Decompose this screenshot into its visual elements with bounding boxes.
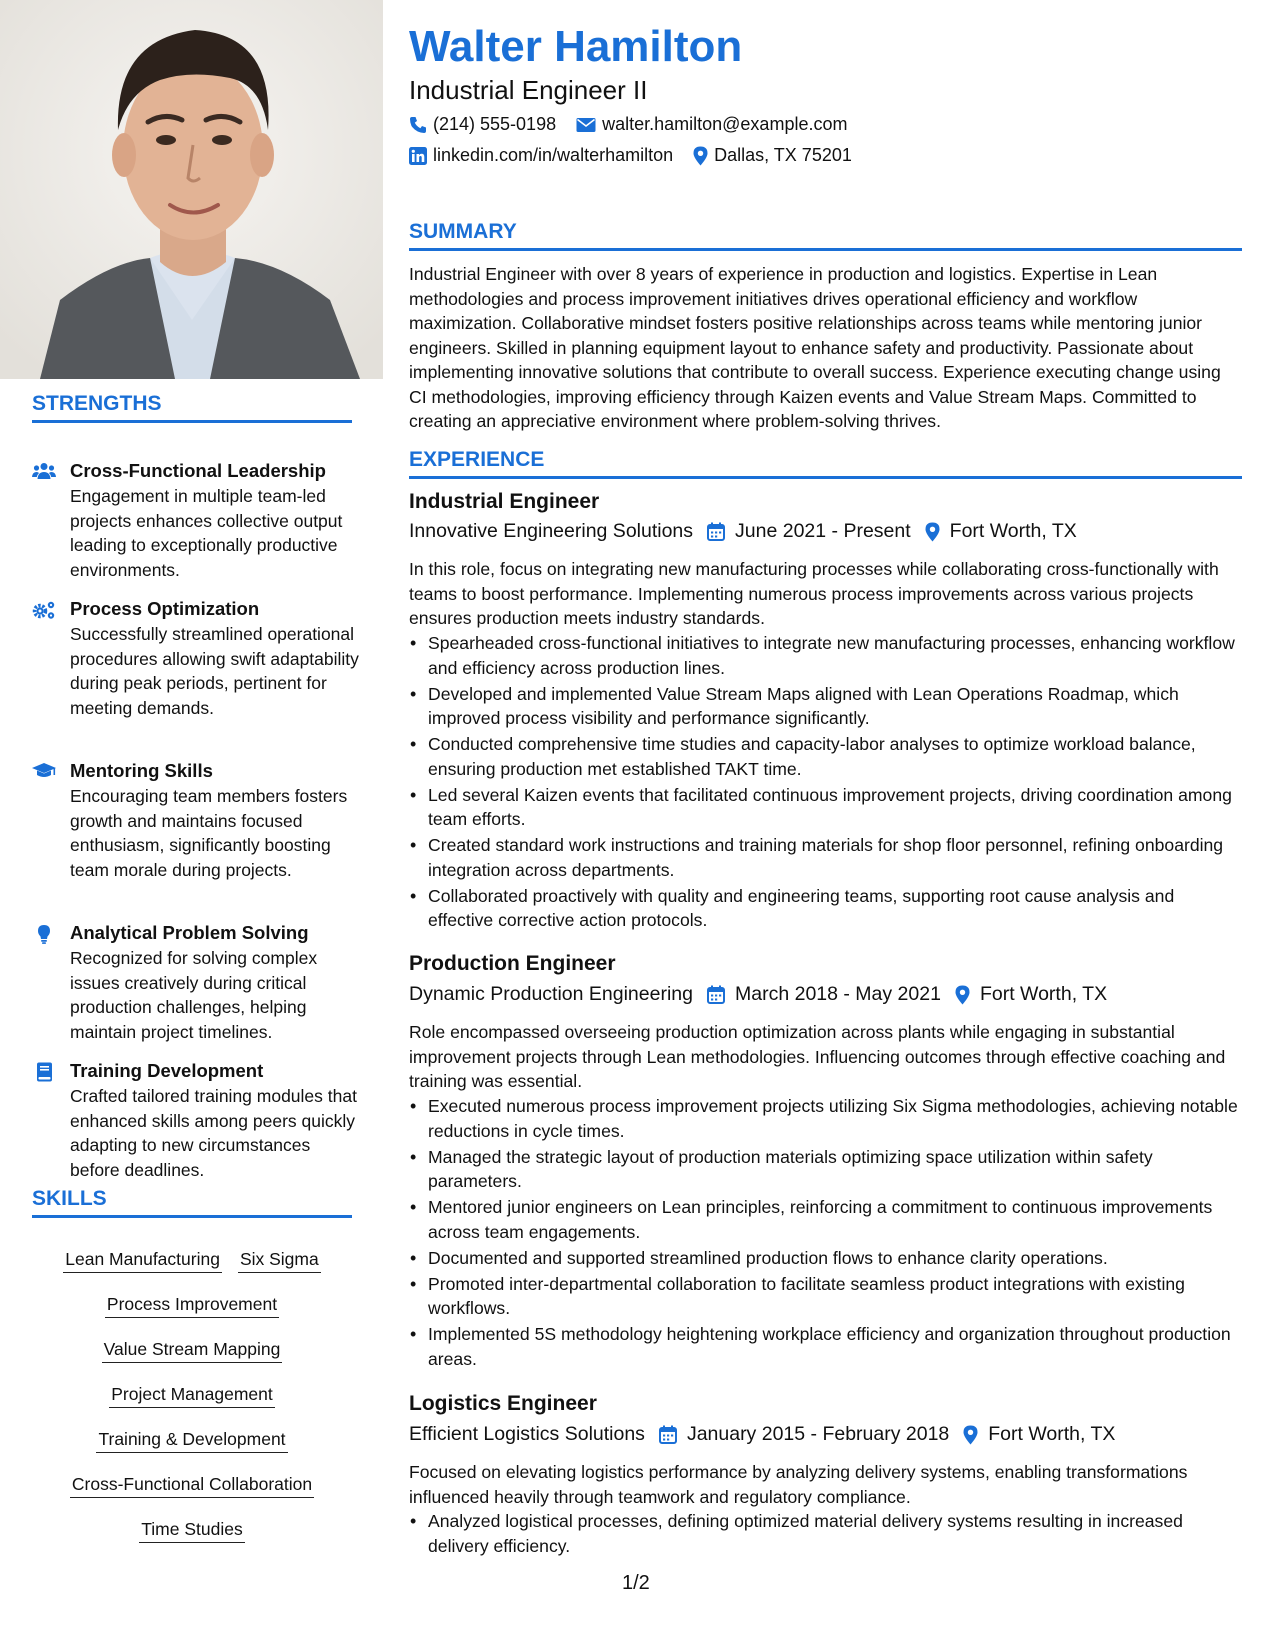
sidebar [0,0,383,1650]
calendar-icon [707,985,725,1004]
job-location-text: Fort Worth, TX [988,1423,1116,1445]
linkedin-icon [409,147,427,165]
skill-tag: Time Studies [139,1518,244,1543]
bullet-item: • Collaborated proactively with quality and engineering teams, supporting root cause analysis and effective corrective action protocols. [409,884,1242,933]
strength-desc: Encouraging team members fosters growth and maintains focused enthusiasm, significantly boosting team morale during projects. [70,786,348,880]
bullet-item: • Implemented 5S methodology heightening workplace efficiency and organization throughout production areas. [409,1322,1242,1371]
job-dates-text: March 2018 - May 2021 [735,983,941,1005]
email-contact[interactable] [576,114,847,135]
strength-title: Process Optimization [70,598,260,619]
skills-heading: SKILLS [32,1187,352,1218]
job-description: Role encompassed overseeing production optimization across plants while engaging in substantial improvement projects through Lean methodologies. Influencing outcomes through effective coaching and training was essential. [409,1022,1226,1091]
phone-contact[interactable] [409,114,556,135]
bullet-item: • Analyzed logistical processes, defining optimized material delivery systems resulting in increased delivery efficiency. [409,1509,1242,1558]
location-text: Dallas, TX 75201 [714,145,852,165]
job-location-text: Fort Worth, TX [949,520,1077,542]
strength-title: Mentoring Skills [70,760,213,781]
users-icon [32,462,56,482]
job-dates [707,983,941,1006]
book-icon [32,1062,56,1082]
bullet-item: • Spearheaded cross-functional initiatives to integrate new manufacturing processes, enhancing workflow and efficiency across production lines. [409,631,1242,680]
job-description: In this role, focus on integrating new manufacturing processes while collaborating cross-functionally with teams to boost performance. Implementing numerous process improvements across various projects ensures production meets industry standards. [409,559,1219,628]
skill-tag: Cross-Functional Collaboration [70,1473,314,1498]
job-description: Focused on elevating logistics performance by analyzing delivery systems, enabling transformations influenced heavily through teamwork and regulatory compliance. [409,1462,1188,1507]
company-name: Innovative Engineering Solutions [409,520,694,542]
skills-list [32,1248,352,1563]
job-meta [409,1423,1129,1446]
map-pin-icon [693,146,708,166]
email-text: walter.hamilton@example.com [602,114,848,134]
gears-icon [32,600,56,620]
strength-desc: Crafted tailored training modules that enhanced skills among peers quickly adapting to new circumstances before deadlines. [70,1086,357,1180]
company-name: Efficient Logistics Solutions [409,1423,645,1445]
experience-heading: EXPERIENCE [409,448,1242,479]
job-meta [409,983,1121,1006]
bullet-item: • Conducted comprehensive time studies and capacity-labor analyses to optimize workload balance, ensuring production met established TAKT time. [409,732,1242,781]
job-dates-text: January 2015 - February 2018 [686,1423,950,1445]
bullet-item: • Managed the strategic layout of production materials optimizing space utilization within safety parameters. [409,1145,1242,1194]
job-location-text: Fort Worth, TX [979,983,1108,1005]
page-number: 1/2 [622,1572,650,1594]
calendar-icon [659,1425,677,1444]
job-dates-text: June 2021 - Present [735,520,911,542]
job-dates [659,1423,949,1446]
map-pin-icon [955,985,970,1005]
calendar-icon [707,522,725,541]
bullet-item: • Promoted inter-departmental collaboration to facilitate seamless product integrations with existing workflows. [409,1272,1242,1321]
job-location [925,520,1077,543]
contact-row [409,145,872,166]
phone-text: (214) 555-0198 [433,114,557,134]
envelope-icon [576,117,596,133]
map-pin-icon [925,522,940,542]
strength-title: Analytical Problem Solving [70,922,309,943]
strength-desc: Recognized for solving complex issues creatively during critical production challenges, helping maintain project timelines. [70,948,318,1042]
job-location [963,1423,1115,1446]
map-pin-icon [963,1425,978,1445]
lightbulb-icon [32,924,56,944]
bullet-item: • Documented and supported streamlined production flows to enhance clarity operations. [409,1246,1242,1271]
job-title: Industrial Engineer [409,490,600,513]
candidate-name: Walter Hamilton [409,22,743,71]
candidate-title: Industrial Engineer II [409,75,648,105]
bullet-item: • Led several Kaizen events that facilitated continuous improvement projects, driving coordination among team efforts. [409,783,1242,832]
summary-heading: SUMMARY [409,220,1242,251]
bullet-item: • Created standard work instructions and training materials for shop floor personnel, refining onboarding integration across departments. [409,833,1242,882]
skill-tag: Project Management [109,1383,274,1408]
skill-tag: Six Sigma [238,1248,321,1273]
bullet-item: • Developed and implemented Value Stream Maps aligned with Lean Operations Roadmap, which improved process visibility and performance significantly. [409,682,1242,731]
job-meta [409,520,1091,543]
bullet-item: • Mentored junior engineers on Lean principles, reinforcing a commitment to continuous improvements across team engagements. [409,1195,1242,1244]
contact-row [409,114,867,135]
summary-text: Industrial Engineer with over 8 years of experience in production and logistics. Expertise in Lean methodologies and process improvement initiatives drives operational efficiency and workflow maximization. Collaborative mindset fosters positive relationships across teams while mentoring junior engineers. Skilled in planning equipment layout to enhance safety and productivity. Passionate about implementing innovative solutions that contribute to overall success. Experience executing change using CI methodologies, improving efficiency through Kaizen events and Value Stream Maps. Committed to creating an appreciative environment where problem-solving thrives. [409,264,1221,431]
job-dates [707,520,911,543]
job-bullets [409,1509,1242,1560]
job-location [955,983,1107,1006]
strength-desc: Successfully streamlined operational procedures allowing swift adaptability during peak periods, pertinent for meeting demands. [70,624,359,718]
strength-title: Cross-Functional Leadership [70,460,326,481]
phone-icon [409,116,427,134]
company-name: Dynamic Production Engineering [409,983,693,1005]
bullet-item: • Executed numerous process improvement projects utilizing Six Sigma methodologies, achieving notable reductions in cycle times. [409,1094,1242,1143]
job-title: Production Engineer [409,952,616,975]
skill-tag: Process Improvement [105,1293,279,1318]
linkedin-text: linkedin.com/in/walterhamilton [433,145,674,165]
linkedin-contact[interactable] [409,145,673,166]
skill-tag: Lean Manufacturing [63,1248,222,1273]
job-title: Logistics Engineer [409,1392,597,1415]
profile-photo [0,0,383,379]
strength-title: Training Development [70,1060,264,1081]
strength-desc: Engagement in multiple team-led projects enhances collective output leading to exceptionally productive environments. [70,486,343,580]
job-bullets [409,631,1242,934]
graduation-cap-icon [32,762,56,782]
job-bullets [409,1094,1242,1373]
strengths-heading: STRENGTHS [32,392,352,423]
skill-tag: Value Stream Mapping [102,1338,283,1363]
skill-tag: Training & Development [96,1428,287,1453]
location-contact [693,145,852,166]
